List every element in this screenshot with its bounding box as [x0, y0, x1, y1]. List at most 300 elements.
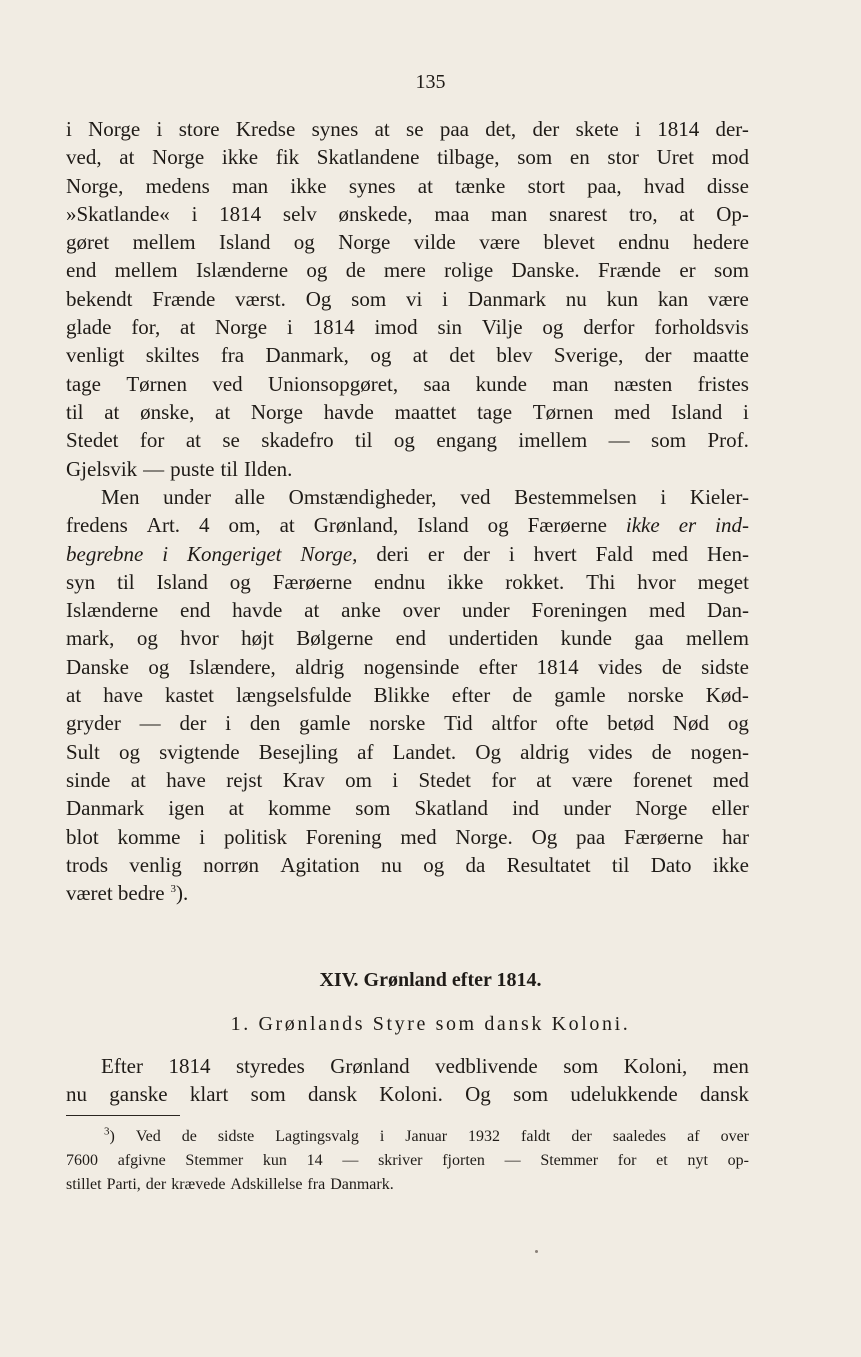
text-word: en [569, 145, 590, 170]
subsection-heading: 1. Grønlands Styre som dansk Koloni. [230, 1013, 631, 1035]
text-word: end [180, 598, 211, 623]
text-word: hvad [643, 173, 685, 198]
text-word: snarest [548, 201, 608, 226]
text-word: 1814 [312, 315, 355, 340]
text-word: fra [307, 1176, 326, 1193]
text-word: dansk [307, 1082, 357, 1107]
text-word: Sverige, [553, 343, 624, 368]
text-word: komme [268, 796, 332, 821]
text-word: mellem [114, 258, 178, 283]
text-line [66, 681, 749, 709]
text-word: det [449, 343, 475, 368]
text-word: blev [496, 343, 533, 368]
text-word: de [651, 739, 672, 764]
text-line [66, 172, 749, 200]
text-word: — [139, 711, 161, 736]
text-line [66, 200, 749, 228]
footnote-ref: 3 [170, 883, 177, 896]
text-word: Gjelsvik [66, 456, 138, 481]
text-word: norske [627, 683, 684, 708]
text-word: 1814 [219, 201, 262, 226]
text-word: at [374, 117, 390, 141]
text-word: trods [66, 852, 108, 877]
text-word: Stemmer [185, 1152, 244, 1169]
text-word: meget [697, 569, 749, 594]
text-word: Danmark [66, 796, 145, 821]
text-word: som [713, 258, 749, 283]
text-word: være [708, 286, 749, 311]
text-word: længselsfulde [236, 683, 352, 708]
text-word: sidste [217, 1128, 255, 1145]
text-word: gamle [554, 683, 606, 708]
text-word: tænke [455, 173, 506, 198]
text-word: Danske. [511, 258, 580, 283]
text-word: Kieler- [689, 485, 749, 509]
text-line [66, 596, 749, 624]
footnote [66, 1125, 749, 1197]
text-word: i [225, 711, 232, 736]
text-word: man [552, 371, 589, 396]
text-word: tage [66, 371, 101, 396]
text-word: med [712, 767, 749, 792]
text-word: selv [282, 201, 317, 226]
text-word: tilbage, [437, 145, 500, 170]
text-word: i [66, 117, 72, 141]
text-word: ved [460, 485, 491, 509]
text-word: rolige [444, 258, 494, 283]
text-word: glade [66, 315, 112, 340]
text-word: der [644, 343, 672, 368]
text-word: fristes [697, 371, 749, 396]
text-word: som [651, 428, 687, 453]
text-word: der- [715, 117, 749, 141]
text-word: dansk [699, 1082, 749, 1107]
text-line [66, 1080, 749, 1108]
text-word: norrøn [203, 852, 260, 877]
text-word: ind [512, 796, 540, 821]
text-word: som [563, 1054, 599, 1078]
text-word: ganske [109, 1082, 168, 1107]
text-word: at [180, 315, 196, 340]
text-word: Ved [135, 1128, 161, 1145]
text-word: til [66, 399, 84, 424]
text-word: at [228, 796, 244, 821]
text-word: Foreningen [531, 598, 628, 623]
text-word: rejst [226, 767, 263, 792]
text-word: vi [406, 286, 423, 311]
text-word: styredes [235, 1054, 305, 1078]
text-line [66, 738, 749, 766]
text-word: maa [434, 201, 470, 226]
text-word: værst. [235, 286, 286, 311]
text-line [66, 313, 749, 341]
text-line [66, 653, 749, 681]
text-word: at [185, 428, 201, 453]
text-word: forenet [632, 767, 693, 792]
text-word: i [635, 117, 641, 141]
text-word: Prof. [707, 428, 749, 453]
text-word: Parti, [106, 1176, 141, 1193]
text-word: at [536, 767, 552, 792]
text-word: og [423, 852, 445, 877]
text-word: og [542, 315, 564, 340]
text-word: se [406, 117, 424, 141]
text-word: og [727, 711, 749, 736]
text-word: kun [262, 1152, 287, 1169]
text-word: Danmark, [265, 343, 349, 368]
text-word: af [357, 739, 374, 764]
text-line [66, 511, 749, 539]
text-word: gamle [299, 711, 351, 736]
footnote-line [66, 1149, 749, 1173]
footnote-marker: 3 [104, 1125, 110, 1138]
text-word: end [66, 258, 97, 283]
text-word: maattet [394, 399, 457, 424]
text-word: altfor [491, 711, 537, 736]
text-word: og [293, 230, 315, 255]
text-word: undertiden [448, 626, 539, 651]
text-word: synes [311, 117, 359, 141]
text-word: Norge [88, 117, 141, 141]
text-word: Skatland [414, 796, 488, 821]
text-word: ikke [712, 852, 749, 877]
text-word: kunde [560, 626, 612, 651]
text-word: tro, [629, 201, 658, 226]
text-word: medens [145, 173, 210, 198]
text-word: udelukkende [570, 1082, 678, 1107]
text-word: der [145, 1176, 167, 1193]
text-word: Norge. [455, 824, 513, 849]
text-word: Norge, [66, 173, 124, 198]
text-word: Efter [101, 1054, 143, 1078]
text-word: ønske, [140, 399, 195, 424]
text-word: Danmark [467, 286, 546, 311]
text-word: have [166, 767, 206, 792]
text-word: se [222, 428, 240, 453]
text-word: aldrig [520, 739, 570, 764]
text-line [66, 483, 749, 511]
text-word: synes [348, 173, 396, 198]
text-word: i [392, 767, 399, 792]
text-word: Island [417, 513, 469, 538]
text-word: i [660, 485, 667, 509]
text-word: den [249, 711, 281, 736]
text-word: »Skatlande« [66, 201, 170, 226]
text-word: kunde [475, 371, 527, 396]
text-word: skadefro [261, 428, 334, 453]
text-word: der [571, 1128, 592, 1145]
text-word: ikke [221, 145, 259, 170]
text-word: og [370, 343, 392, 368]
text-word: af [687, 1128, 700, 1145]
paragraph-1 [66, 115, 749, 483]
text-word: derfor [583, 315, 635, 340]
text-word: Lagtingsvalg [275, 1128, 359, 1145]
text-word: ved, [66, 145, 102, 170]
text-word: paa [576, 824, 606, 849]
text-word: de [661, 654, 682, 679]
text-word: været bedre $^3$). [66, 881, 189, 906]
text-word: Forening [305, 824, 382, 849]
text-word: sinde [66, 767, 111, 792]
text-word: har [722, 824, 749, 849]
text-word: 1932 [468, 1128, 501, 1145]
text-word: ved [212, 371, 243, 396]
text-word: der [463, 541, 490, 566]
text-word: Blikke [373, 683, 430, 708]
text-word: til [611, 852, 630, 877]
text-word: 1814 [536, 654, 579, 679]
text-line [66, 143, 749, 171]
text-word: afgivne [117, 1152, 166, 1169]
text-line [66, 1052, 749, 1080]
text-line [66, 115, 749, 143]
text-word: Kredse [235, 117, 296, 141]
text-word: venligt [66, 343, 125, 368]
text-word: fjorten [442, 1152, 485, 1169]
text-word: 7600 [66, 1152, 98, 1169]
text-word: som [355, 796, 391, 821]
text-word: Dato [650, 852, 692, 877]
text-word: Norge [635, 796, 688, 821]
text-word: Islændere, [188, 654, 276, 679]
text-word: og [306, 258, 328, 283]
text-word: — [342, 1152, 359, 1169]
text-word: at [66, 683, 82, 708]
text-word: være [479, 230, 521, 255]
text-word: gryder [66, 711, 121, 736]
text-word: 4 [199, 513, 210, 538]
text-word: politisk [223, 824, 287, 849]
text-word: Dan- [707, 598, 749, 623]
text-line [66, 568, 749, 596]
text-word: kun [606, 286, 639, 311]
text-word: Nød [672, 711, 709, 736]
text-word: Færøerne [624, 824, 704, 849]
text-word: Thi [586, 569, 616, 594]
text-word: til [355, 428, 373, 453]
text-word: engang [436, 428, 497, 453]
text-word: at [417, 173, 433, 198]
text-word: og [393, 428, 415, 453]
text-word: da [465, 852, 486, 877]
text-word: at [279, 513, 295, 538]
text-word: Fald [595, 541, 633, 566]
text-word: som [250, 1082, 286, 1107]
text-word: Landet. [392, 739, 457, 764]
text-word: de [512, 683, 533, 708]
text-word: Bølgerne [296, 626, 374, 651]
text-word: krævede [171, 1176, 226, 1193]
text-word: have [103, 683, 143, 708]
text-word: mere [383, 258, 426, 283]
text-word: højt [241, 626, 274, 651]
text-word: Bestemmelsen [514, 485, 637, 509]
text-word: forholdsvis [654, 315, 749, 340]
text-line [66, 426, 749, 454]
text-word: maatte [692, 343, 749, 368]
text-word: om [345, 767, 372, 792]
text-word: begrebne [66, 541, 144, 566]
text-word: syn [66, 569, 96, 594]
text-word: Danske [66, 654, 129, 679]
text-word: klart [189, 1082, 229, 1107]
text-word: i [743, 399, 749, 424]
text-word: vedblivende [435, 1054, 538, 1078]
paper-speck [535, 1250, 538, 1253]
footnote-line [66, 1125, 749, 1149]
text-word: og [487, 513, 509, 538]
text-word: anke [341, 598, 381, 623]
text-word: som [351, 286, 387, 311]
text-word: Unionsopgøret, [268, 371, 399, 396]
text-word: for, [131, 315, 161, 340]
text-word: at [215, 399, 231, 424]
text-word: der [532, 117, 560, 141]
paragraph-3 [66, 1052, 749, 1109]
text-word: 1814 [168, 1054, 211, 1078]
text-word: Norge [338, 230, 391, 255]
text-word: med [649, 598, 686, 623]
text-word: endnu [373, 569, 426, 594]
text-word: er [678, 513, 697, 538]
text-word: op- [727, 1152, 749, 1169]
text-word: Og [475, 739, 501, 764]
text-word: Januar [405, 1128, 448, 1145]
section-heading: XIV. Grønland efter 1814. [319, 969, 542, 991]
text-word: Island [219, 230, 271, 255]
text-word: men [712, 1054, 749, 1078]
page-number: 135 [415, 71, 446, 93]
text-word: mod [711, 145, 749, 170]
text-word: i [508, 541, 515, 566]
text-word: i [162, 541, 169, 566]
text-word: og [136, 626, 158, 651]
text-word: Norge [152, 145, 205, 170]
text-word: ikke [625, 513, 660, 538]
text-word: Tørnen [126, 371, 187, 396]
text-word: venlig [129, 852, 182, 877]
text-word: nu [66, 1082, 87, 1107]
text-word: Koloni, [623, 1054, 688, 1078]
footnote-line [66, 1173, 749, 1197]
text-word: ind- [715, 513, 749, 538]
text-word: imod [374, 315, 418, 340]
text-word: Færøerne [272, 569, 353, 594]
text-word: at [130, 767, 146, 792]
text-word: i [379, 1128, 385, 1145]
text-word: under [563, 796, 612, 821]
text-line [66, 624, 749, 652]
text-word: efter [451, 683, 491, 708]
text-word: efter [478, 654, 518, 679]
text-word: Ilden. [244, 456, 293, 481]
text-word: Art. [146, 513, 181, 538]
text-word: og [229, 569, 251, 594]
text-word: om, [228, 513, 261, 538]
text-word: skriver [378, 1152, 423, 1169]
text-word: Islænderne [66, 598, 159, 623]
text-word: puste [170, 456, 215, 481]
text-line [66, 823, 749, 851]
text-word: skiltes [145, 343, 200, 368]
text-word: at [119, 145, 135, 170]
text-word: at [412, 343, 428, 368]
paragraph-2 [66, 483, 749, 907]
text-word: havde [323, 399, 374, 424]
text-word: ikke [290, 173, 327, 198]
text-word: rokket. [505, 569, 565, 594]
text-word: man [491, 201, 528, 226]
text-word: Skatlandene [316, 145, 420, 170]
text-word: end [395, 626, 426, 651]
text-word: Stemmer [540, 1152, 599, 1169]
text-word: under [461, 598, 510, 623]
text-word: endnu [618, 230, 670, 255]
text-word: Og [465, 1082, 491, 1107]
text-word: Frænde [598, 258, 661, 283]
text-word: Koloni. [379, 1082, 443, 1107]
text-word: deri [376, 541, 409, 566]
text-word: med [400, 824, 437, 849]
text-word: fik [275, 145, 300, 170]
text-word: Norge [215, 315, 268, 340]
text-word: stort [527, 173, 565, 198]
text-word: igen [168, 796, 205, 821]
text-word: som [517, 145, 553, 170]
text-word: nyt [687, 1152, 708, 1169]
text-line [66, 398, 749, 426]
text-line [66, 256, 749, 284]
text-word: at [304, 598, 320, 623]
footnote-divider [66, 1115, 180, 1116]
text-word: skete [575, 117, 619, 141]
text-word: stillet [66, 1176, 102, 1193]
text-word: nu [380, 852, 402, 877]
text-word: disse [706, 173, 749, 198]
text-word: og [118, 739, 140, 764]
text-word: Island [156, 569, 208, 594]
text-word: blot [66, 824, 99, 849]
text-word: store [178, 117, 220, 141]
text-line [66, 370, 749, 398]
text-word: — [608, 428, 630, 453]
text-word: med [651, 541, 689, 566]
text-word: tage [477, 399, 513, 424]
text-word: til [117, 569, 135, 594]
text-word: mellem [132, 230, 196, 255]
text-word: Grønland [330, 1054, 410, 1078]
text-word: Hen- [706, 541, 749, 566]
text-word: hedere [692, 230, 749, 255]
text-line [66, 455, 749, 483]
text-word: i [156, 117, 163, 141]
text-word: paa [439, 117, 469, 141]
text-word: $^3$) [104, 1125, 115, 1145]
text-word: næsten [613, 371, 673, 396]
text-word: gøret [66, 230, 110, 255]
text-word: saa [423, 371, 451, 396]
text-word: vilde [413, 230, 456, 255]
text-word: Færøerne [527, 513, 607, 538]
text-word: et [656, 1152, 668, 1169]
text-word: stor [607, 145, 639, 170]
text-line [66, 540, 749, 568]
text-word: over [402, 598, 440, 623]
text-word: Vilje [481, 315, 523, 340]
text-word: for [617, 1152, 637, 1169]
text-word: mark, [66, 626, 115, 651]
